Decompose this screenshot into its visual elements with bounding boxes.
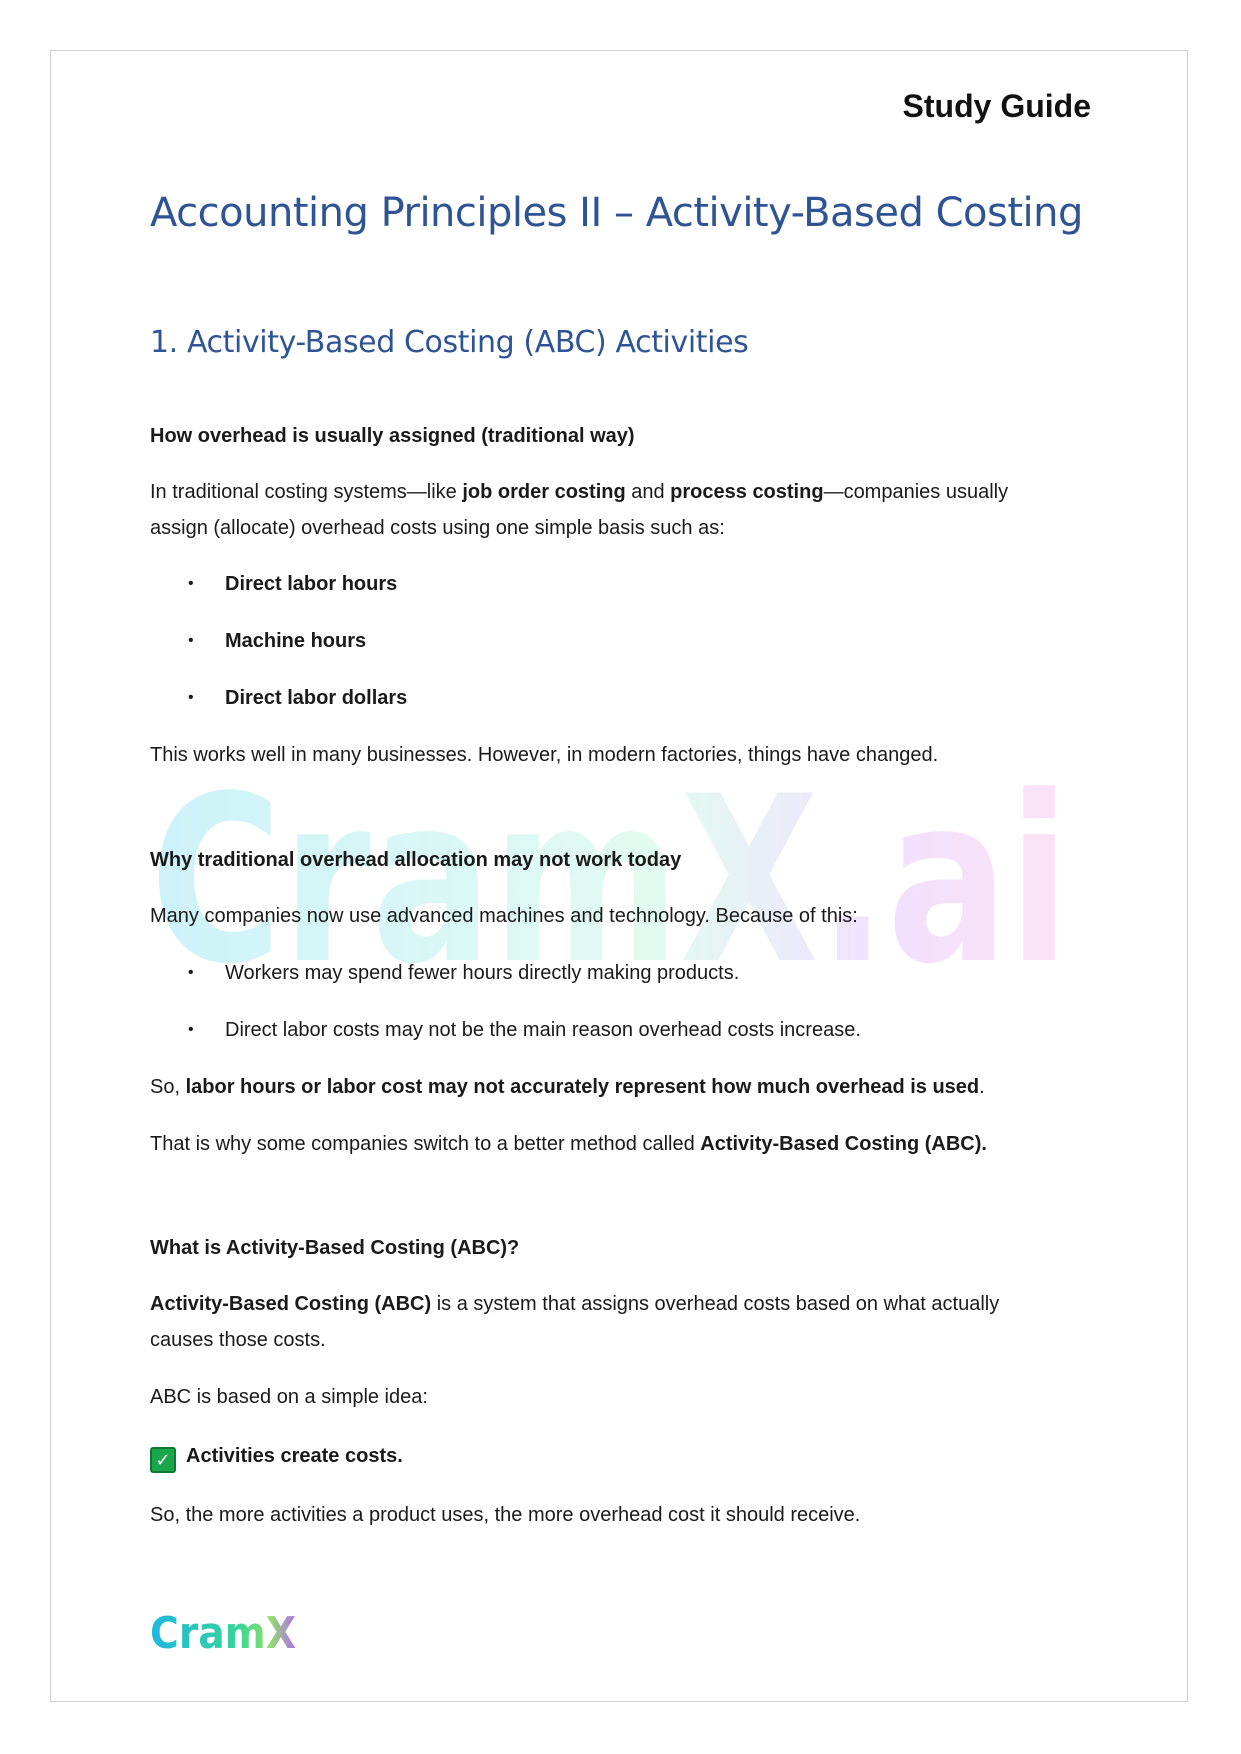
bullet-icon: • [188,575,194,592]
bold-term: Activity-Based Costing (ABC). [700,1133,987,1155]
list-item-text: Machine hours [225,630,367,652]
paragraph-closing: This works well in many businesses. However, in modern factories, things have changed. [150,744,939,766]
document-title: Accounting Principles II – Activity-Based Costing [150,190,1083,236]
text-run: —companies usually [823,481,1009,503]
checkmark-icon: ✓ [150,1447,176,1473]
bullet-icon: • [188,1021,194,1038]
checked-statement-text: Activities create costs. [186,1445,403,1467]
text-run: is a system that assigns overhead costs based on what actually [431,1293,1000,1315]
bold-term: Activity-Based Costing (ABC) [150,1293,432,1315]
text-run: causes those costs. [150,1329,326,1351]
paragraph-intro: Many companies now use advanced machines and technology. Because of this: [150,905,858,927]
subheading-why: Why traditional overhead allocation may not work today [150,849,682,871]
text-run: . [979,1076,985,1098]
text-run: In traditional costing systems—like [150,481,463,503]
paragraph-so [150,1069,1090,1105]
paragraph-idea: ABC is based on a simple idea: [150,1386,428,1408]
list-item-text: Workers may spend fewer hours directly making products. [225,962,740,984]
bullet-icon: • [188,964,194,981]
paragraph-switch [150,1126,1090,1162]
text-run: That is why some companies switch to a better method called [150,1133,701,1155]
text-run: and [625,481,671,503]
subheading-traditional: How overhead is usually assigned (traditional way) [150,425,635,447]
section-heading: 1. Activity-Based Costing (ABC) Activities [150,325,749,360]
paragraph-traditional [150,474,1090,546]
svg-text:CramX.ai: CramX.ai [150,760,1070,990]
checked-statement [150,1438,1090,1474]
cramx-logo [150,1608,300,1658]
bold-term: job order costing [462,481,626,503]
svg-text:CramX: CramX [150,1608,297,1658]
bold-statement: labor hours or labor cost may not accurately represent how much overhead is used [185,1076,980,1098]
list-item-text: Direct labor dollars [225,687,408,709]
text-run: So, [150,1076,186,1098]
study-guide-label: Study Guide [902,88,1091,124]
bold-term: process costing [670,481,824,503]
paragraph-conclusion: So, the more activities a product uses, the more overhead cost it should receive. [150,1504,861,1526]
bullet-icon: • [188,689,194,706]
list-item-text: Direct labor costs may not be the main reason overhead costs increase. [225,1019,861,1041]
paragraph-definition [150,1286,1090,1358]
bullet-icon: • [188,632,194,649]
text-run: assign (allocate) overhead costs using one simple basis such as: [150,517,725,539]
subheading-what-is-abc: What is Activity-Based Costing (ABC)? [150,1237,520,1259]
list-item-text: Direct labor hours [225,573,398,595]
